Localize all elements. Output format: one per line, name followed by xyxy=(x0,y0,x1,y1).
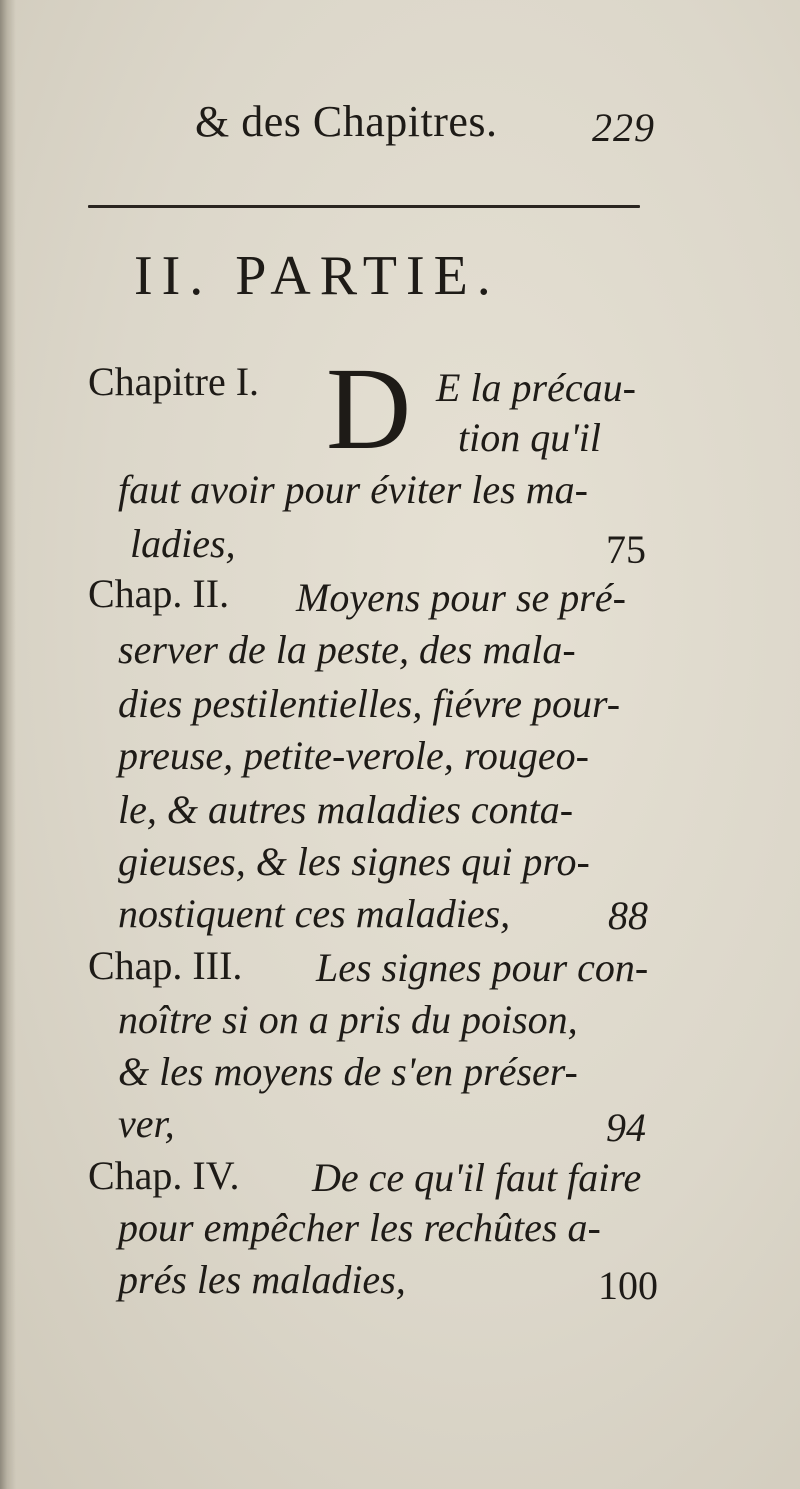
chapter-3-line-1: Les signes pour con- xyxy=(316,945,649,990)
chapter-4-label: Chap. IV. xyxy=(88,1153,240,1198)
chapter-1-dropcap: D xyxy=(326,343,412,474)
chapter-4-line-2: pour empêcher les rechûtes a- xyxy=(118,1205,601,1250)
chapter-1-line-2: tion qu'il xyxy=(458,415,602,460)
chapter-2-line-2: server de la peste, des mala- xyxy=(118,627,576,672)
chapter-1-page: 75 xyxy=(606,527,646,572)
chapter-2-line-4: preuse, petite-verole, rougeo- xyxy=(118,733,589,778)
chapter-2-line-3: dies pestilentielles, fiévre pour- xyxy=(118,681,621,726)
chapter-4-line-3: prés les maladies, xyxy=(118,1257,406,1302)
chapter-1-line-1: E la précau- xyxy=(436,365,636,410)
page-number: 229 xyxy=(592,105,655,150)
chapter-1-label: Chapitre I. xyxy=(88,359,260,404)
part-title: II. PARTIE. xyxy=(134,245,500,307)
chapter-2-label: Chap. II. xyxy=(88,571,230,616)
running-title: & des Chapitres. xyxy=(195,97,498,146)
chapter-4-page: 100 xyxy=(598,1263,658,1308)
chapter-1-line-3: faut avoir pour éviter les ma- xyxy=(118,467,588,512)
chapter-2-line-6: gieuses, & les signes qui pro- xyxy=(118,839,590,884)
spine-shadow xyxy=(0,0,16,1489)
chapter-2-line-7: nostiquent ces maladies, xyxy=(118,891,511,936)
chapter-3-page: 94 xyxy=(606,1105,646,1150)
header-rule xyxy=(88,205,640,208)
chapter-2-line-5: le, & autres maladies conta- xyxy=(118,787,574,832)
chapter-1-line-4: ladies, xyxy=(130,521,236,566)
chapter-2-line-1: Moyens pour se pré- xyxy=(296,575,626,620)
chapter-3-line-4: ver, xyxy=(118,1101,175,1146)
chapter-3-line-3: & les moyens de s'en préser- xyxy=(118,1049,578,1094)
chapter-3-line-2: noître si on a pris du poison, xyxy=(118,997,578,1042)
chapter-2-page: 88 xyxy=(608,893,648,938)
chapter-4-line-1: De ce qu'il faut faire xyxy=(312,1155,642,1200)
chapter-3-label: Chap. III. xyxy=(88,943,243,988)
